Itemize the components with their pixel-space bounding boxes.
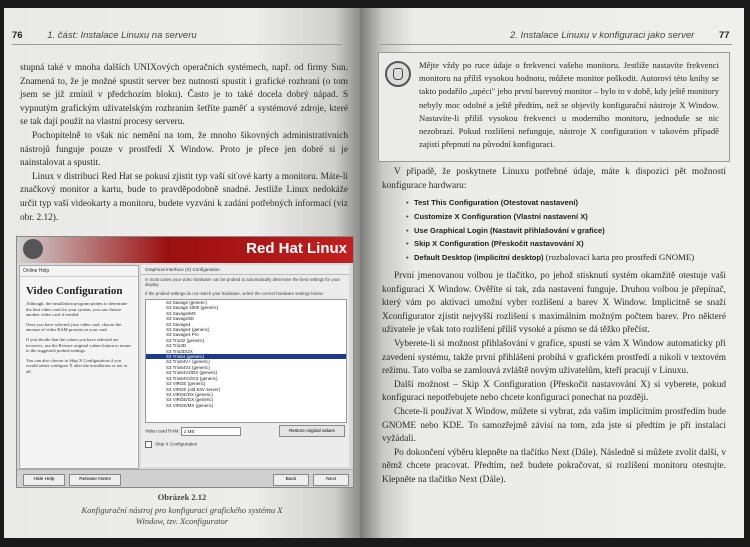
release-notes-button[interactable]: Release Notes bbox=[69, 474, 121, 486]
video-card-item[interactable]: S3 Trio32 (generic) bbox=[166, 337, 205, 343]
video-card-item[interactable]: S3 Trio64V+ (generic) bbox=[166, 359, 210, 365]
tip-icon bbox=[385, 61, 411, 87]
skip-x-label: Skip X Configuration bbox=[155, 441, 198, 447]
restore-original-values-button[interactable]: Restore original values bbox=[279, 425, 345, 437]
skip-x-checkbox[interactable] bbox=[145, 441, 152, 448]
video-card-item[interactable]: S3 ViRGE/MX (generic) bbox=[166, 402, 214, 408]
help-title: Video Configuration bbox=[26, 285, 123, 297]
video-card-item[interactable]: S3 ViRGE (generic) bbox=[166, 381, 206, 387]
video-card-item[interactable]: S3 Savage3D bbox=[166, 316, 194, 322]
help-paragraph-1: Although, the installation program probes to determine the best video card for your system, you can choose another video card if needed. bbox=[26, 301, 128, 318]
skip-x-config-row[interactable] bbox=[145, 441, 197, 448]
redhat-brand: Red Hat Linux bbox=[246, 240, 347, 257]
x-config-tab[interactable]: Graphical Interface (X) Configuration bbox=[141, 265, 349, 275]
vram-select[interactable]: 2 MB bbox=[181, 427, 241, 436]
hide-help-button[interactable]: Hide Help bbox=[23, 474, 65, 486]
bullet-icon: • bbox=[406, 239, 409, 249]
left-page-number: 76 bbox=[12, 30, 23, 41]
left-paragraph-1: stupná také v mnoha dalších UNIXových operačních systémech, např. od firmy Sun. Znamená to, že je možné spustit server bez nutnosti spustit i grafické rozhraní (o tom jsem se již zmínil v předchozím bloku). Často je to také docela dobrý nápad. S vypnutým grafickým uživatelským rozhraním šetříte paměť a systémové zdroje, které se tak dají použít na vlastní procesy serveru. bbox=[20, 63, 348, 128]
video-card-item[interactable]: S3 Savage4 bbox=[166, 321, 191, 327]
tip-text: Mějte vždy po ruce údaje o frekvenci vašeho monitoru. Jestliže nastavíte frekvenci monitoru na příliš vysokou hodnotu, můžete monitor poškodit. Autorovi této knihy se takto podařilo „upéci" jeho první barevný monitor – bylo to v době, kdy ještě monitory nebyly moc odolné a ještě předtím, než se objevily konfigurační nástroje X Window. Nastavíte-li příliš vysokou frekvenci u moderního monitoru, jednoduše se nic nezobrazí. Pokud rozlišení nefunguje, nástroje X configuration v takovém případě zajistí přepnutí na původní konfiguraci. bbox=[419, 60, 719, 150]
right-paragraph-2: Vyberete-li si možnost přihlašování v grafice, spustí se vám X Window automaticky při zavedení systému, takže první přihlášení probíhá v grafickém prostředí a nikoli v textovém režimu. Tato volba se zamlouvá zvláště novým uživatelům, kteří pracují v Linuxu. bbox=[382, 338, 726, 377]
left-header-rule bbox=[12, 44, 342, 45]
x-config-panel bbox=[141, 265, 349, 467]
video-card-item[interactable]: S3 Savage 2000 (generic) bbox=[166, 305, 219, 311]
option-item-4: • Skip X Configuration (Přeskočit nastavování X) bbox=[406, 237, 694, 251]
option-item-3: • Use Graphical Login (Nastavit přihlašování v grafice) bbox=[406, 224, 694, 238]
figure-caption-title: Obrázek 2.12 bbox=[157, 492, 207, 502]
help-paragraph-3: If you decide that the values you have selected are incorrect, use the Restore original values button to return to the suggested probed settings. bbox=[26, 336, 131, 354]
redhat-title-bar bbox=[17, 237, 353, 263]
right-paragraph-4: Chcete-li používat X Window, můžete si vybrat, zda vaším implicitním prostředím bude GNOME nebo KDE. To samozřejmě závisí na tom, zda jste si předtím je při instalaci vyžádali. bbox=[382, 406, 726, 445]
video-card-item[interactable]: S3 Trio64V2 (generic) bbox=[166, 364, 210, 370]
installer-button-bar bbox=[17, 469, 353, 488]
video-card-item[interactable]: S3 Trio64V2/GX (generic) bbox=[166, 375, 218, 381]
options-intro bbox=[382, 166, 726, 193]
help-paragraph-2: Once you have selected your video card, choose the amount of video RAM present on your card. bbox=[26, 321, 122, 333]
video-card-list[interactable] bbox=[145, 299, 347, 423]
right-header-rule bbox=[380, 44, 732, 45]
video-card-item[interactable]: S3 Trio3D/2X bbox=[166, 348, 193, 354]
left-header bbox=[12, 30, 197, 41]
figure-caption-text: Konfigurační nástroj pro konfiguraci grafického systému X Window, tzv. Xconfigurator bbox=[81, 505, 283, 526]
left-paragraph-2: Pochopitelně to však nic nemění na tom, že mnoho šikovných administrativních nástrojů funguje pouze v prostředí X Window. Proto je přece jen dobré si je nainstalovat a spustit. bbox=[20, 130, 348, 169]
right-body-text bbox=[382, 270, 726, 488]
video-card-item[interactable]: S3 Savage4 (generic) bbox=[166, 327, 210, 333]
video-card-item[interactable]: S3 ViRGE (old S3V server) bbox=[166, 386, 221, 392]
video-card-item[interactable]: S3 Trio64V2/DX (generic) bbox=[166, 370, 218, 376]
hardware-note: If the probed settings do not match your hardware, select the correct hardware settings below: bbox=[145, 291, 324, 297]
option-item-5: • Default Desktop (implicitní desktop) (rozbalovací karta pro prostředí GNOME) bbox=[406, 251, 694, 265]
video-card-item[interactable]: S3 Savage4 Pro bbox=[166, 332, 199, 338]
right-running-header: 2. Instalace Linuxu v konfiguraci jako server bbox=[510, 30, 695, 41]
right-paragraph-5: Po dokončení výběru klepněte na tlačítko Next (Dále). Následně si můžete zvolit další, v němž chcete pracovat. Předtím, než budete pokračovat, si rozlišení monitoru otestujte. Klepněte na tlačítko Next (Dále). bbox=[382, 447, 726, 485]
vram-label: Video card RAM: bbox=[145, 428, 180, 434]
bullet-icon: • bbox=[406, 225, 409, 235]
video-card-item[interactable]: S3 Trio3D bbox=[166, 343, 187, 349]
options-intro-text: V případě, že poskytnete Linuxu potřebné údaje, máte k dispozici pět možností konfigurace hardwaru: bbox=[382, 167, 726, 191]
left-page bbox=[4, 8, 360, 538]
back-button[interactable]: Back bbox=[273, 474, 309, 486]
option-item-1: • Test This Configuration (Otestovat nastavení) bbox=[406, 196, 694, 210]
left-paragraph-3: Linux v distribuci Red Hat se pokusí zjistit typ vaší síťové karty a monitoru. Máte-li značkový monitor a kartu, bude to pravděpodobně snadné. Jestliže Linux nedokáže určit typ vaší videokarty a monitoru, budete vyzváni k zadání potřebných informací (viz obr. 2.12). bbox=[20, 171, 348, 223]
option-item-2: • Customize X Configuration (Vlastní nastavení X) bbox=[406, 210, 694, 224]
help-paragraph-4: You can also choose to Skip X Configuration if you would rather configure X after the installation or not at all. bbox=[26, 357, 127, 374]
video-card-item[interactable]: S3 Trio64 (generic) bbox=[146, 354, 346, 359]
video-card-item[interactable]: S3 Savage (generic) bbox=[166, 300, 208, 305]
next-button[interactable]: Next bbox=[313, 474, 349, 486]
left-body-text bbox=[20, 62, 348, 225]
left-running-header: 1. část: Instalace Linuxu na serveru bbox=[47, 30, 197, 41]
right-page bbox=[360, 8, 744, 538]
right-paragraph-3: Další možnost – Skip X Configuration (Přeskočit nastavování X) si vyberete, pokud konfiguraci nepotřebujete nebo chcete konfiguraci ponechat na později. bbox=[382, 379, 726, 404]
probe-note: In most cases your video hardware can be probed to automatically determine the best settings for your display. bbox=[145, 277, 340, 288]
vram-row bbox=[145, 427, 241, 436]
bullet-icon: • bbox=[406, 211, 409, 221]
bullet-icon: • bbox=[406, 198, 409, 207]
tip-box bbox=[378, 52, 730, 162]
video-card-item[interactable]: S3 Savage/MX bbox=[166, 310, 197, 316]
options-list bbox=[406, 196, 694, 265]
online-help-tab: Online Help bbox=[20, 266, 138, 277]
redhat-logo-icon bbox=[23, 239, 43, 259]
video-card-item[interactable]: S3 ViRGE/DX (generic) bbox=[166, 391, 213, 397]
xconfigurator-screenshot bbox=[16, 236, 354, 488]
online-help-panel bbox=[19, 265, 139, 469]
right-page-number: 77 bbox=[718, 30, 730, 41]
right-paragraph-1: První jmenovanou volbou je tlačítko, po jehož stisknutí systém okamžitě otestuje vaši konfiguraci X Window. Ověříte si tak, zda nastavení funguje. Druhou volbou je přepínač, který vám po aktivaci umožní vybrr rozlišení a barev X Window. Implicitně se snaží Xconfigurator zjistit nejvyšší rozlišení s maximálním možným počtem barev. Pro některé uživatele je však toto rozlišení příliš vysoké a písmo se dá těžko přečíst. bbox=[382, 271, 726, 336]
video-card-item[interactable]: S3 ViRGE/GX (generic) bbox=[166, 397, 214, 403]
bullet-icon: • bbox=[406, 253, 409, 263]
right-header bbox=[510, 30, 730, 41]
